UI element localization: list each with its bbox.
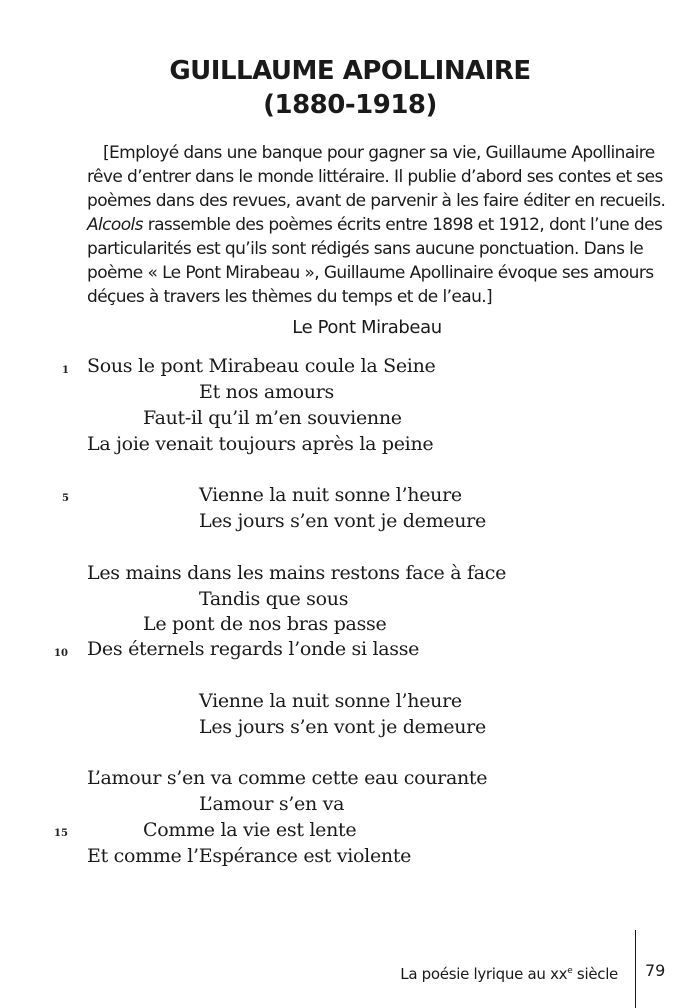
verse-line: Sous le pont Mirabeau coule la Seine (87, 355, 436, 377)
verse-line: Et comme l’Espérance est violente (87, 845, 412, 867)
verse-line: Et nos amours (199, 381, 334, 403)
intro-line: poèmes dans des revues, avant de parvenir à les faire éditer en recueils. (87, 191, 666, 211)
poem-title: Le Pont Mirabeau (292, 317, 442, 338)
intro-line (87, 213, 663, 237)
verse-line: Les jours s’en vont je demeure (199, 716, 486, 738)
line-number: 5 (62, 493, 69, 504)
verse-line: La joie venait toujours après la peine (87, 433, 434, 455)
verse-line: Comme la vie est lente (143, 819, 357, 841)
verse-line: Le pont de nos bras passe (143, 613, 387, 635)
line-number: 10 (54, 648, 68, 659)
running-footer (400, 960, 618, 985)
verse-line: Vienne la nuit sonne l’heure (199, 690, 462, 712)
verse-line: Les mains dans les mains restons face à face (87, 562, 507, 584)
verse-line: Faut-il qu’il m’en souvienne (143, 407, 402, 429)
verse-line: Vienne la nuit sonne l’heure (199, 484, 462, 506)
verse-line: Tandis que sous (199, 588, 349, 610)
author-dates: (1880-1918) (263, 90, 437, 120)
line-number: 1 (62, 365, 69, 376)
intro-line: rêve d’entrer dans le monde littéraire. Il publie d’abord ses contes et ses (87, 167, 663, 187)
line-number: 15 (54, 828, 68, 839)
verse-line: L’amour s’en va comme cette eau courante (87, 767, 488, 789)
intro-line: déçues à travers les thèmes du temps et de l’eau.] (87, 287, 493, 307)
footer-section-suffix: siècle (572, 965, 618, 983)
intro-line: [Employé dans une banque pour gagner sa vie, Guillaume Apollinaire (103, 143, 655, 163)
footer-divider (635, 930, 636, 1008)
verse-line: Des éternels regards l’onde si lasse (87, 638, 420, 660)
intro-line-rest: rassemble des poèmes écrits entre 1898 et 1912, dont l’une des (142, 215, 663, 235)
intro-line: poème « Le Pont Mirabeau », Guillaume Apollinaire évoque ses amours (87, 263, 654, 283)
footer-century: xx (550, 965, 568, 983)
intro-paragraph (87, 141, 666, 309)
intro-line: particularités est qu’ils sont rédigés sans aucune ponctuation. Dans le (87, 239, 644, 259)
author-name: GUILLAUME APOLLINAIRE (169, 56, 531, 86)
verse-line: L’amour s’en va (199, 793, 345, 815)
footer-section-prefix: La poésie lyrique au (400, 965, 551, 983)
verse-line: Les jours s’en vont je demeure (199, 510, 486, 532)
page-number: 79 (645, 961, 666, 980)
book-title: Alcools (87, 215, 143, 235)
footer-century-sup: e (567, 966, 573, 976)
